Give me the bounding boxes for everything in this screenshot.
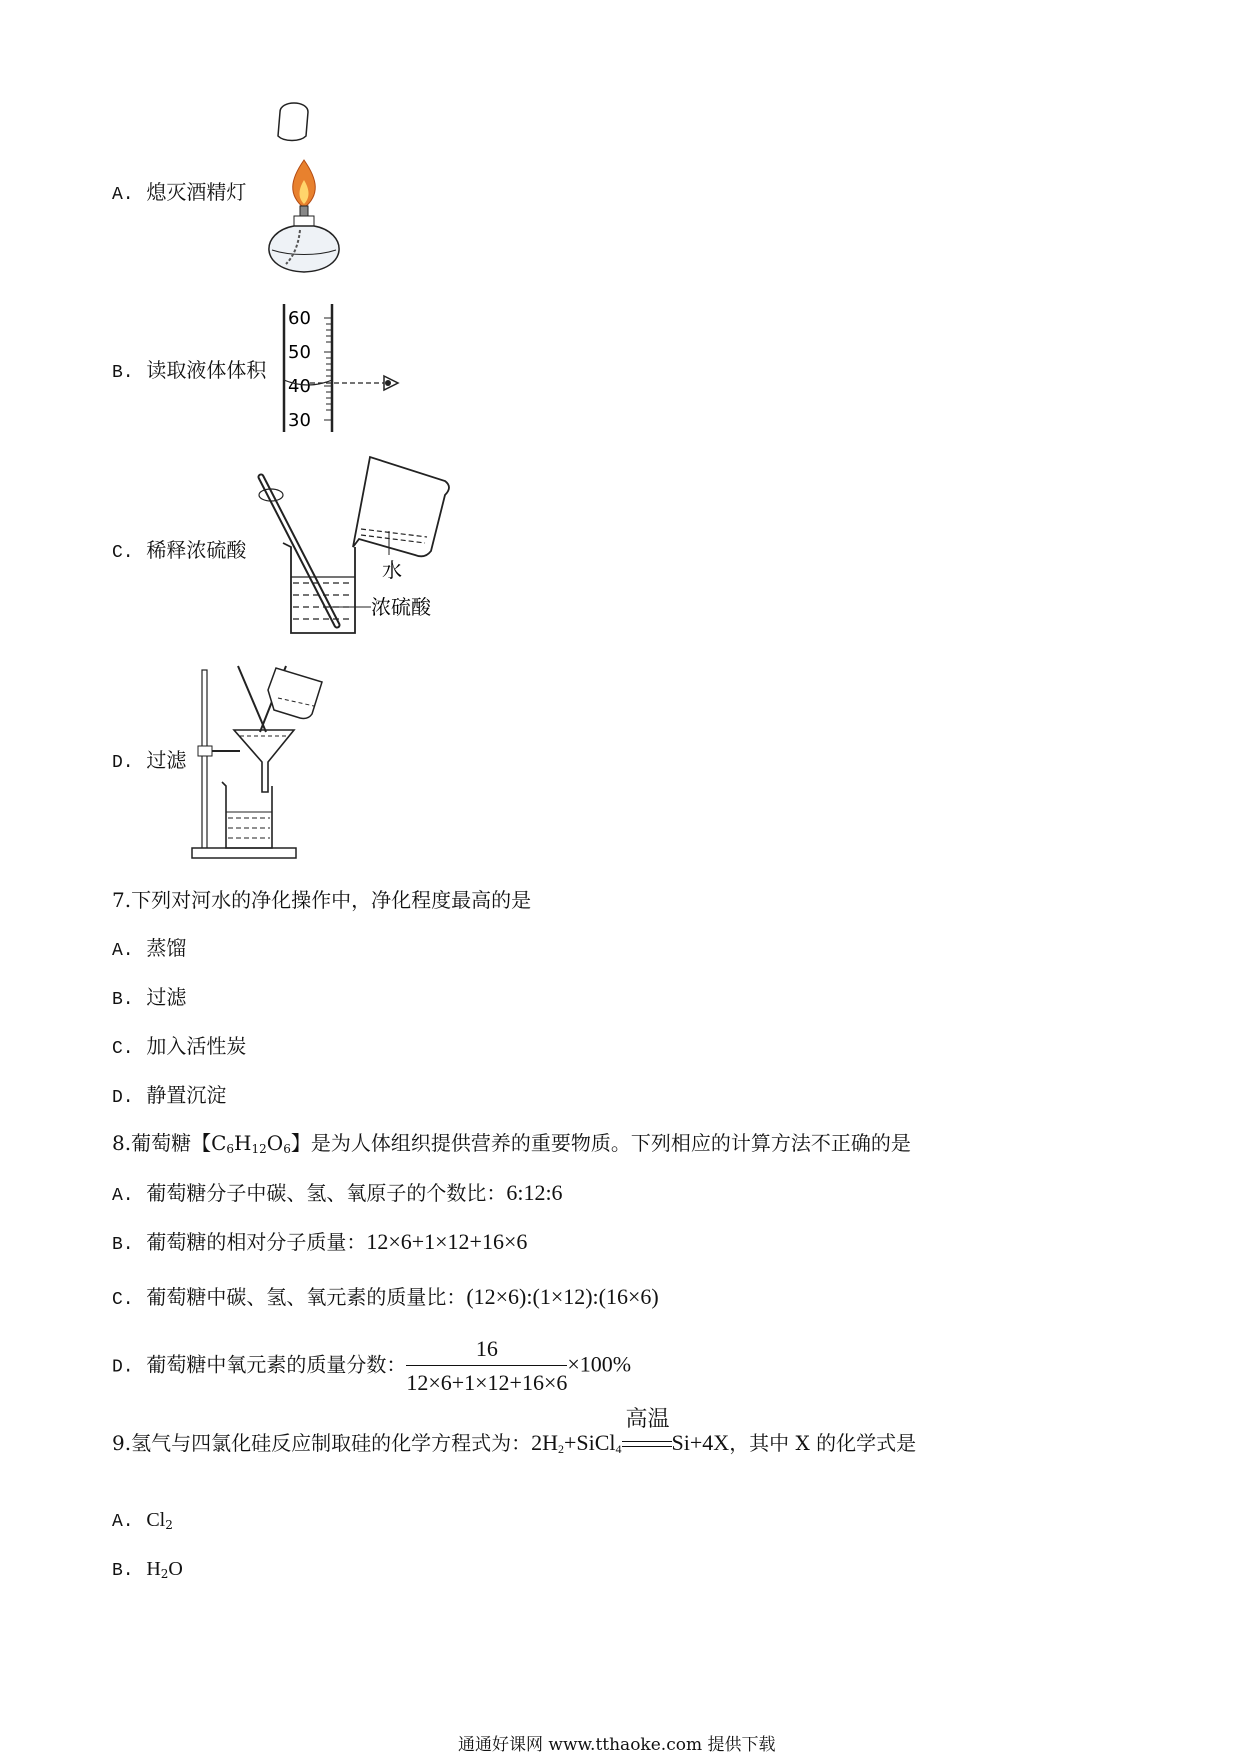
page-footer[interactable]: 通通好课网 www.tthaoke.com 提供下载 xyxy=(458,1735,776,1755)
filtration-figure xyxy=(190,662,330,862)
q7-option-b: B. 过滤 xyxy=(112,985,187,1010)
q6-option-c: C. 稀释浓硫酸 xyxy=(112,538,247,563)
dilute-sulfuric-acid-figure xyxy=(255,455,455,640)
q6-option-a: A. 熄灭酒精灯 xyxy=(112,180,247,205)
reaction-condition: 高温 xyxy=(622,1435,672,1455)
q6-option-b: B. 读取液体体积 xyxy=(112,358,267,383)
q7-stem: 7.下列对河水的净化操作中，净化程度最高的是 xyxy=(112,888,532,912)
chemical-equation: $2H_2+SiCl_4$ 高温 Si+4X xyxy=(531,1406,730,1456)
q9-stem: 9.氢气与四氯化硅反应制取硅的化学方程式为：$2H_2+SiCl_4$ 高温 Si+4X，其中 X 的化学式是 xyxy=(112,1406,917,1456)
q7-option-d: D. 静置沉淀 xyxy=(112,1083,227,1108)
cylinder-tick-label: 40 xyxy=(288,376,311,397)
q9-option-b: B. $H_2O$ xyxy=(112,1558,183,1581)
mass-fraction: $\frac{16}{12\times 6+1\times 12+16\times 6}$ xyxy=(406,1336,568,1395)
cylinder-tick-label: 30 xyxy=(288,410,311,431)
glucose-formula: $C_6H_{12}O_6$ xyxy=(211,1131,291,1156)
q7-option-c: C. 加入活性炭 xyxy=(112,1034,247,1059)
alcohol-lamp-figure xyxy=(260,100,350,280)
q6-option-d: D. 过滤 xyxy=(112,748,187,773)
pouring-beaker-icon xyxy=(353,457,449,556)
cylinder-tick-label: 50 xyxy=(288,342,311,363)
lamp-body-icon xyxy=(269,226,339,272)
acid-label: 浓硫酸 xyxy=(371,595,431,619)
q8-option-c: C. 葡萄糖中碳、氢、氧元素的质量比：(12×6):(1×12):(16×6) xyxy=(112,1284,659,1310)
q8-option-b: B. 葡萄糖的相对分子质量：12×6+1×12+16×6 xyxy=(112,1229,528,1255)
q8-option-d: D. 葡萄糖中氧元素的质量分数： $\frac{16}{12\times 6+1\times 12+16\times 6}$ ×100% xyxy=(112,1336,632,1395)
eye-icon xyxy=(384,376,398,390)
q9-option-a: A. $Cl_2$ xyxy=(112,1509,173,1532)
cylinder-tick-label: 60 xyxy=(288,308,311,329)
graduated-cylinder-figure xyxy=(280,300,410,435)
water-label: 水 xyxy=(382,558,402,582)
lamp-cap-icon xyxy=(278,103,308,141)
q8-option-a: A. 葡萄糖分子中碳、氢、氧原子的个数比：6:12:6 xyxy=(112,1180,563,1206)
q8-stem: 8.葡萄糖【$C_6H_{12}O_6$】是为人体组织提供营养的重要物质。下列相应的计算方法不正确的是 xyxy=(112,1131,911,1156)
q7-option-a: A. 蒸馏 xyxy=(112,936,187,961)
funnel-icon xyxy=(234,730,294,792)
